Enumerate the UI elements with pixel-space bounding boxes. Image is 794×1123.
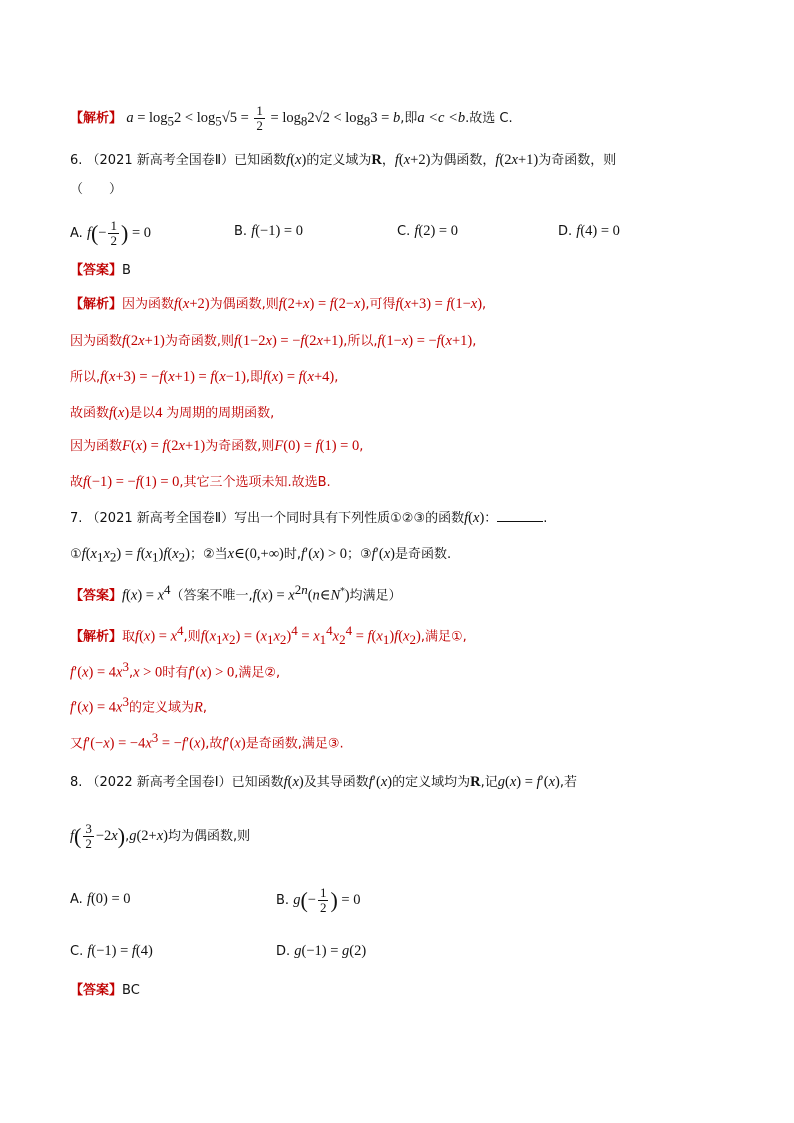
q6-option-b: B. f(−1) = 0 <box>234 223 303 239</box>
analysis-tag: 【解析】 <box>70 111 123 126</box>
q6-paren: （ ） <box>70 182 123 197</box>
q7-analysis-line-2: $f'(x) = 4x^3,x > 0$时有f′(x) > 0,满足②, <box>70 659 281 681</box>
q7-analysis-line-4: 又$f'(-x) = -4x^3 = -f'(x)$,故f′(x)是奇函数,满足③. <box>70 730 344 752</box>
q6-option-c: C. f(2) = 0 <box>397 223 458 239</box>
q5-analysis: 【解析】 $a = \log_52 < \log_5√5$ = $\frac{1}{2}$ = $\log_82√2 < \log_83 = b$,即a <c <b.故选 C. <box>70 103 513 133</box>
q6-analysis-line-5: 因为函数F(x) = f(2x+1)为奇函数,则F(0) = f(1) = 0, <box>70 438 364 454</box>
q6-answer: 【答案】B <box>70 263 131 278</box>
q6-option-a: A. f(− $\frac{1}{2}$ ) = 0 <box>70 218 151 248</box>
q6-analysis-line-1: 【解析】因为函数f(x+2)为偶函数,则f(2+x) = f(2−x),可得f(x+3) = f(1−x), <box>70 296 487 312</box>
answer-blank <box>497 509 543 522</box>
q6-analysis-line-2: 因为函数f(2x+1)为奇函数,则f(1−2x) = −f(2x+1),所以,f(1−x) = −f(x+1), <box>70 333 477 349</box>
q6-analysis-line-6: 故f(−1) = −f(1) = 0,其它三个选项未知.故选B. <box>70 474 331 490</box>
q7-analysis-line-3: $f'(x) = 4x^3$的定义域为R, <box>70 694 207 716</box>
q8-option-b: B. g(− $\frac{1}{2}$ ) = 0 <box>276 885 361 915</box>
q7-stem: 7. （2021 新高考全国卷Ⅱ）写出一个同时具有下列性质①②③的函数f(x)： . <box>70 510 548 526</box>
q8-option-d: D. g(−1) = g(2) <box>276 943 367 959</box>
q6-analysis-line-4: 故函数f(x)是以4 为周期的周期函数, <box>70 405 275 421</box>
q7-properties: $①f(x_1x_2) = f(x_1)f(x_2)$；②当x∈(0,+∞)时,f′(x) > 0；③f′(x)是奇函数. <box>70 546 452 565</box>
q8-option-c: C. f(−1) = f(4) <box>70 943 153 959</box>
q7-analysis-line-1: 【解析】取$f(x) = x^4$,则$f(x_1x_2) = (x_1x_2)^4 = x_1^4x_2^4 = f(x_1)f(x_2)$,满足①, <box>70 623 467 648</box>
q6-analysis-line-3: 所以,f(x+3) = −f(x+1) = f(x−1),即f(x) = f(x+4), <box>70 369 339 385</box>
q7-answer: 【答案】$f(x) = x^4$（答案不唯一$,f(x) = x^{2n}(n\in N^*)$均满足） <box>70 582 402 604</box>
q8-option-a: A. f(0) = 0 <box>70 891 131 907</box>
q8-stem-2: f( $\frac{3}{2}$ −2x),g(2+x)均为偶函数,则 <box>70 821 251 851</box>
q8-answer: 【答案】BC <box>70 983 140 998</box>
q8-stem: 8. （2022 新高考全国卷Ⅰ）已知函数f(x)及其导函数f′(x)的定义域均为R,记g(x) = f′(x),若 <box>70 774 577 790</box>
q6-option-d: D. f(4) = 0 <box>558 223 620 239</box>
q6-stem: 6. （2021 新高考全国卷Ⅱ）已知函数f(x)的定义域为R，f(x+2)为偶函数，f(2x+1)为奇函数，则 <box>70 152 617 168</box>
